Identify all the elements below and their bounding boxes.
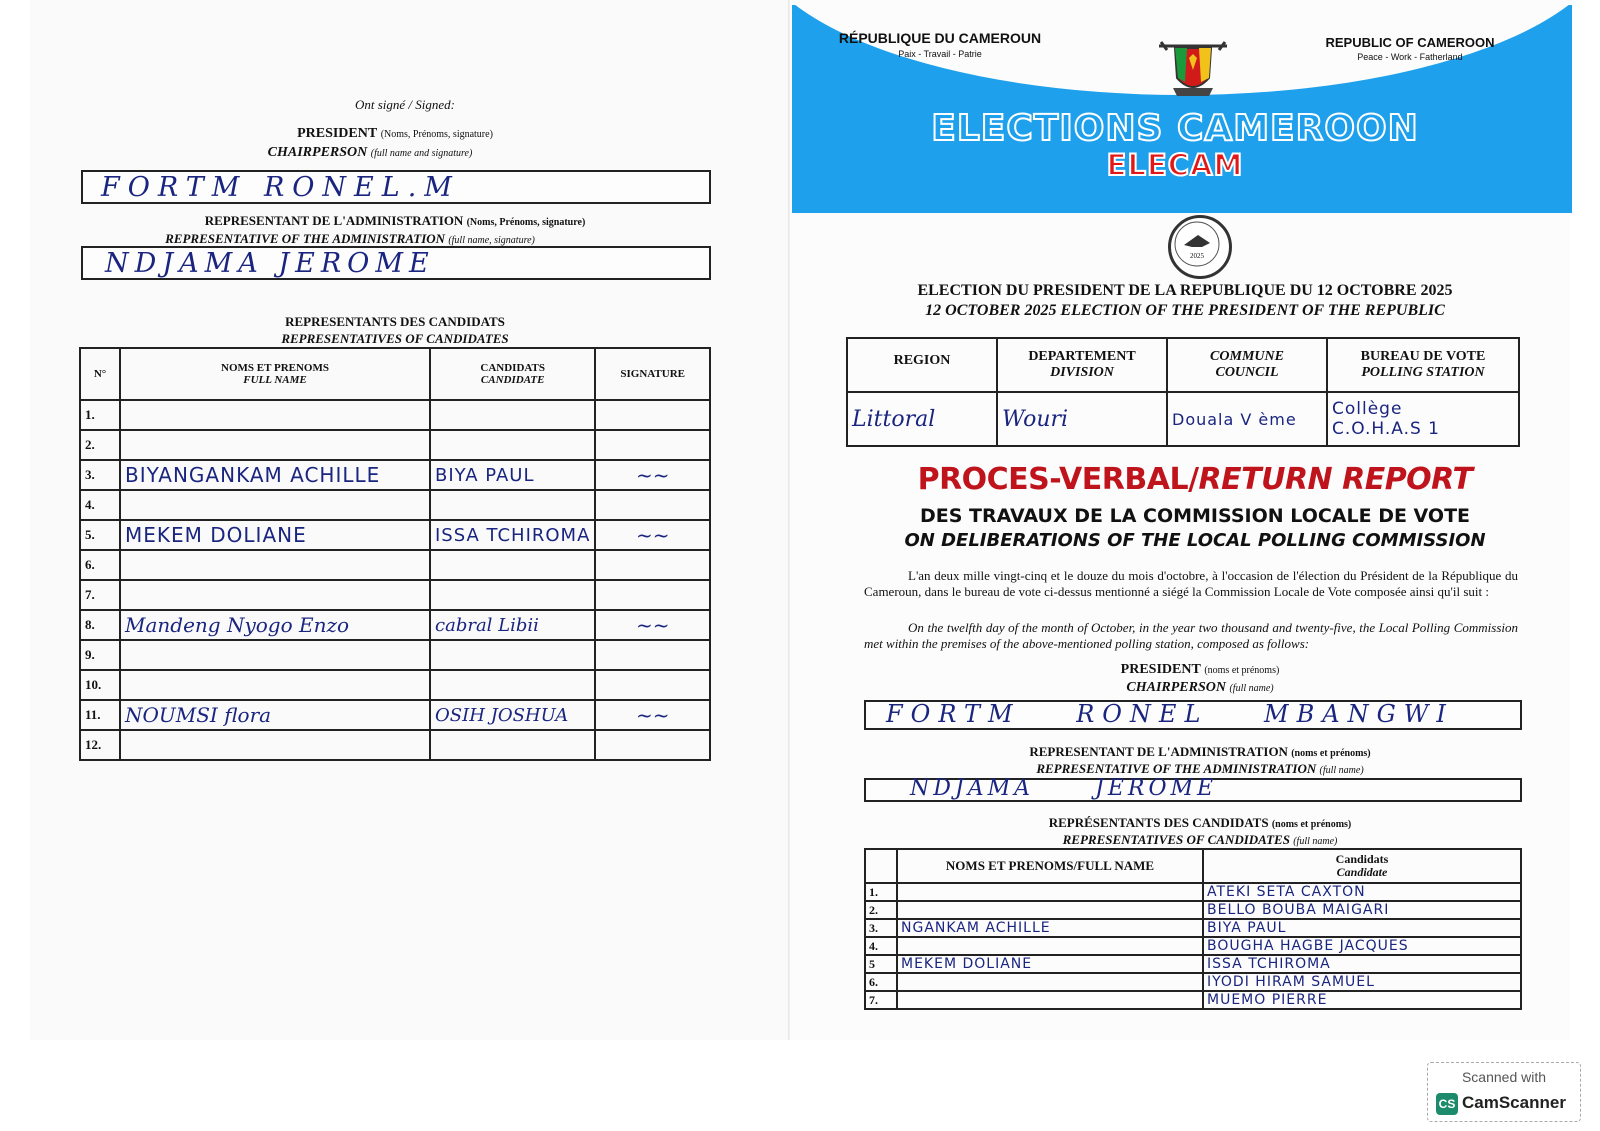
region-value: Littoral <box>847 392 997 446</box>
table-row <box>80 610 710 640</box>
row-name <box>120 490 430 520</box>
polling-station-value: Collège C.O.H.A.S 1 <box>1327 392 1519 446</box>
header-division: DEPARTEMENT DIVISION <box>997 338 1167 392</box>
row-number: 4. <box>80 490 120 520</box>
row-candidate: BOUGHA HAGBE JACQUES <box>1203 937 1521 955</box>
row-name <box>120 580 430 610</box>
row-number: 4. <box>865 937 897 955</box>
right-candidates-table <box>864 848 1522 1010</box>
cameroon-coat-of-arms-icon <box>1153 36 1233 102</box>
table-row <box>80 700 710 730</box>
row-candidate: OSIH JOSHUA <box>430 700 595 730</box>
left-cand-reps-title-en: REPRESENTATIVES OF CANDIDATES <box>281 331 509 346</box>
right-chairperson-label: CHAIRPERSON (full name) <box>1126 680 1274 695</box>
table-row <box>80 430 710 460</box>
left-president-field: FORTM RONEL.M <box>81 170 711 204</box>
row-candidate <box>430 490 595 520</box>
signed-label: Ont signé / Signed: <box>354 97 455 112</box>
row-number: 7. <box>865 991 897 1009</box>
row-number: 8. <box>80 610 120 640</box>
left-chairperson-label: CHAIRPERSON (full name and signature) <box>267 145 473 160</box>
row-name <box>120 550 430 580</box>
row-signature <box>595 670 710 700</box>
table-row <box>80 490 710 520</box>
right-admin-field: NDJAMA JEROME <box>864 778 1522 802</box>
row-signature <box>595 490 710 520</box>
table-header-row <box>80 348 710 400</box>
row-signature <box>595 550 710 580</box>
table-row <box>865 883 1521 901</box>
location-values-row <box>847 392 1519 446</box>
camscanner-logo-icon: CS <box>1436 1093 1458 1115</box>
row-number: 3. <box>865 919 897 937</box>
row-candidate <box>430 670 595 700</box>
row-candidate: IYODI HIRAM SAMUEL <box>1203 973 1521 991</box>
row-candidate: ATEKI SETA CAXTON <box>1203 883 1521 901</box>
row-name <box>897 973 1203 991</box>
left-admin-field: NDJAMA JEROME <box>81 246 711 280</box>
election-title-en: 12 OCTOBER 2025 ELECTION OF THE PRESIDENT OF THE REPUBLIC <box>925 302 1445 319</box>
row-candidate: ISSA TCHIROMA <box>430 520 595 550</box>
republic-en: REPUBLIC OF CAMEROON <box>1325 35 1495 50</box>
row-candidate: MUEMO PIERRE <box>1203 991 1521 1009</box>
row-number: 10. <box>80 670 120 700</box>
header-council: COMMUNE COUNCIL <box>1167 338 1327 392</box>
row-name: MEKEM DOLIANE <box>120 520 430 550</box>
row-name <box>120 430 430 460</box>
row-name: Mandeng Nyogo Enzo <box>120 610 430 640</box>
row-number: 1. <box>80 400 120 430</box>
row-signature <box>595 400 710 430</box>
table-row <box>80 550 710 580</box>
left-president-label: PRESIDENT (Noms, Prénoms, signature) <box>297 126 493 141</box>
elecam-seal-icon: 2025 <box>1168 215 1232 279</box>
row-name <box>120 670 430 700</box>
row-candidate: BIYA PAUL <box>430 460 595 490</box>
location-header-row <box>847 338 1519 392</box>
table-row <box>865 955 1521 973</box>
row-signature: ~~ <box>595 460 710 490</box>
camscanner-watermark: Scanned with CS CamScanner <box>1427 1062 1581 1122</box>
right-admin-label: REPRESENTANT DE L'ADMINISTRATION (noms et prénoms) <box>1029 744 1371 759</box>
row-candidate <box>430 550 595 580</box>
row-number: 9. <box>80 640 120 670</box>
row-name: NGANKAM ACHILLE <box>897 919 1203 937</box>
location-table <box>846 337 1520 447</box>
row-number: 12. <box>80 730 120 760</box>
table-row <box>865 919 1521 937</box>
row-signature <box>595 730 710 760</box>
table-row <box>80 580 710 610</box>
header-region: REGION <box>847 338 997 392</box>
row-number: 2. <box>80 430 120 460</box>
intro-paragraph-fr: L'an deux mille vingt-cinq et le douze du mois d'octobre, à l'occasion de l'élection du Président de la République du Cameroun, dans le bureau de vote ci-dessus mentionné a siégé la Commission Locale de Vote composée ainsi qu'il suit : <box>864 568 1518 599</box>
elections-cameroon-title: ELECTIONS CAMEROON <box>931 108 1419 149</box>
motto-en: Peace - Work - Fatherland <box>1357 52 1463 62</box>
col-signature: SIGNATURE <box>595 348 710 400</box>
row-number: 3. <box>80 460 120 490</box>
right-admin-label-en: REPRESENTATIVE OF THE ADMINISTRATION (full name) <box>1036 761 1364 776</box>
header-polling-station: BUREAU DE VOTE POLLING STATION <box>1327 338 1519 392</box>
division-value: Wouri <box>997 392 1167 446</box>
left-admin-label-en: REPRESENTATIVE OF THE ADMINISTRATION (full name, signature) <box>165 231 535 246</box>
row-name: MEKEM DOLIANE <box>897 955 1203 973</box>
row-number: 1. <box>865 883 897 901</box>
row-number: 7. <box>80 580 120 610</box>
row-candidate: cabral Libii <box>430 610 595 640</box>
row-signature: ~~ <box>595 520 710 550</box>
pv-title: PROCES-VERBAL/RETURN REPORT <box>917 462 1473 497</box>
row-name: BIYANGANKAM ACHILLE <box>120 460 430 490</box>
row-candidate: BELLO BOUBA MAIGARI <box>1203 901 1521 919</box>
right-table-header <box>865 849 1521 883</box>
table-row <box>865 991 1521 1009</box>
col-full-name: NOMS ET PRENOMS/FULL NAME <box>897 849 1203 883</box>
elecam-title: ELECAM <box>1106 148 1244 182</box>
pv-subtitle-fr: DES TRAVAUX DE LA COMMISSION LOCALE DE VOTE <box>919 505 1471 527</box>
table-row <box>80 400 710 430</box>
table-row <box>80 640 710 670</box>
republic-fr: RÉPUBLIQUE DU CAMEROUN <box>838 30 1042 46</box>
row-name <box>897 991 1203 1009</box>
table-row <box>865 937 1521 955</box>
council-value: Douala V ème <box>1167 392 1327 446</box>
row-name <box>897 937 1203 955</box>
row-candidate <box>430 730 595 760</box>
row-candidate: ISSA TCHIROMA <box>1203 955 1521 973</box>
row-candidate <box>430 430 595 460</box>
row-name <box>120 400 430 430</box>
right-president-field: FORTM RONEL MBANGWI <box>864 700 1522 730</box>
row-number: 5. <box>80 520 120 550</box>
motto-fr: Paix - Travail - Patrie <box>898 49 982 59</box>
row-name <box>897 901 1203 919</box>
table-row <box>865 901 1521 919</box>
row-signature <box>595 640 710 670</box>
row-candidate <box>430 640 595 670</box>
row-candidate: BIYA PAUL <box>1203 919 1521 937</box>
row-number: 11. <box>80 700 120 730</box>
row-number: 6. <box>865 973 897 991</box>
right-cand-reps-label-en: REPRESENTATIVES OF CANDIDATES (full name) <box>1062 832 1338 847</box>
left-candidates-table <box>79 347 711 761</box>
row-signature <box>595 430 710 460</box>
row-number: 6. <box>80 550 120 580</box>
row-number: 5 <box>865 955 897 973</box>
pv-subtitle-en: ON DELIBERATIONS OF THE LOCAL POLLING COMMISSION <box>904 530 1486 551</box>
row-name: NOUMSI flora <box>120 700 430 730</box>
row-name <box>120 730 430 760</box>
col-candidate-right: Candidats Candidate <box>1203 849 1521 883</box>
election-title-fr: ELECTION DU PRESIDENT DE LA REPUBLIQUE DU 12 OCTOBRE 2025 <box>917 282 1453 299</box>
row-number: 2. <box>865 901 897 919</box>
table-row <box>865 973 1521 991</box>
table-row <box>80 670 710 700</box>
table-row <box>80 730 710 760</box>
right-cand-reps-label: REPRÉSENTANTS DES CANDIDATS (noms et prénoms) <box>1048 815 1352 830</box>
col-candidate: CANDIDATS CANDIDATE <box>430 348 595 400</box>
row-signature: ~~ <box>595 610 710 640</box>
row-candidate <box>430 580 595 610</box>
table-row <box>80 520 710 550</box>
row-signature <box>595 580 710 610</box>
left-cand-reps-title: REPRESENTANTS DES CANDIDATS <box>285 314 505 329</box>
left-admin-label: REPRESENTANT DE L'ADMINISTRATION (Noms, Prénoms, signature) <box>204 213 586 228</box>
row-name <box>120 640 430 670</box>
row-name <box>897 883 1203 901</box>
intro-paragraph-en: On the twelfth day of the month of October, in the year two thousand and twenty-five, the Local Polling Commission met within the premises of the above-mentioned polling station, composed as follows: <box>864 620 1518 651</box>
right-president-label: PRESIDENT (noms et prénoms) <box>1120 662 1280 677</box>
col-name: NOMS ET PRENOMS FULL NAME <box>120 348 430 400</box>
table-row <box>80 460 710 490</box>
col-no: N° <box>80 348 120 400</box>
row-signature: ~~ <box>595 700 710 730</box>
row-candidate <box>430 400 595 430</box>
